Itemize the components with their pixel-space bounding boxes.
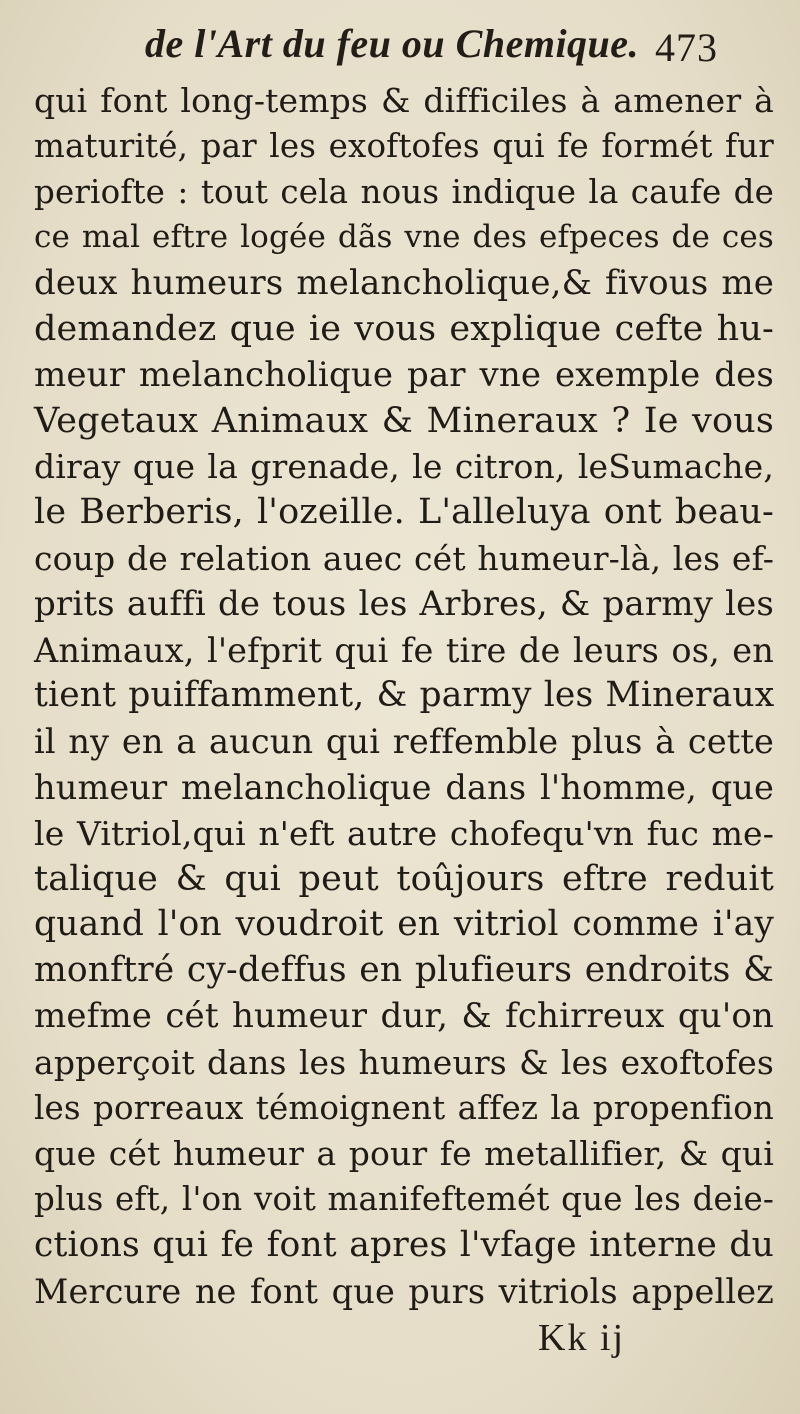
text-line: quand l'on voudroit en vitriol comme i'ay (34, 904, 774, 945)
text-line: apperçoit dans les humeurs & les exoftofes (34, 1042, 774, 1082)
text-line: Vegetaux Animaux & Mineraux ? Ie vous (34, 400, 774, 441)
text-line: il ny en a aucun qui reffemble plus à cette (34, 722, 774, 762)
text-line: coup de relation auec cét humeur-là, les ef- (34, 538, 775, 578)
text-line: Mercure ne font que purs vitriols appellez (34, 1271, 774, 1311)
text-line: diray que la grenade, le citron, leSumache, (34, 447, 774, 487)
text-line: maturité, par les exoftofes qui fe formét fur (34, 126, 774, 165)
text-line: monftré cy-deffus en plufieurs endroits & (34, 950, 774, 991)
text-line: les porreaux témoignent affez la propenfion (34, 1088, 774, 1127)
text-line: qui font long-temps & difficiles à amener à (34, 81, 774, 120)
text-line: humeur melancholique dans l'homme, que (34, 767, 774, 807)
signature-mark: Kk ij (538, 1317, 626, 1359)
text-line: Animaux, l'efprit qui fe tire de leurs os, en (34, 630, 774, 670)
text-line: talique & qui peut toûjours eftre reduit (34, 858, 774, 899)
page-number: 473 (655, 25, 718, 70)
text-line: que cét humeur a pour fe metallifier, & qui (34, 1134, 774, 1174)
text-line: demandez que ie vous explique cefte hu- (34, 308, 774, 349)
text-line: ctions qui fe font apres l'vfage interne du (34, 1224, 774, 1265)
text-line: periofte : tout cela nous indique la caufe de (34, 172, 774, 211)
text-line: prits auffi de tous les Arbres, & parmy les (34, 583, 774, 624)
text-line: le Vitriol,qui n'eft autre chofequ'vn fuc me- (34, 813, 774, 853)
text-line: ce mal eftre logée dãs vne des efpeces de ces (34, 219, 774, 256)
running-head-title: de l'Art du feu ou Chemique. (145, 21, 640, 66)
text-line: deux humeurs melancholique,& fivous me (34, 263, 774, 304)
text-line: tient puiffamment, & parmy les Mineraux (34, 675, 775, 716)
text-line: meur melancholique par vne exemple des (34, 354, 774, 395)
text-line: plus eft, l'on voit manifeftemét que les deie- (34, 1180, 774, 1219)
text-line: le Berberis, l'ozeille. L'alleluya ont beau- (34, 492, 774, 533)
running-head (0, 18, 800, 70)
body-text (34, 78, 774, 1315)
text-line: mefme cét humeur dur, & fchirreux qu'on (34, 995, 774, 1036)
